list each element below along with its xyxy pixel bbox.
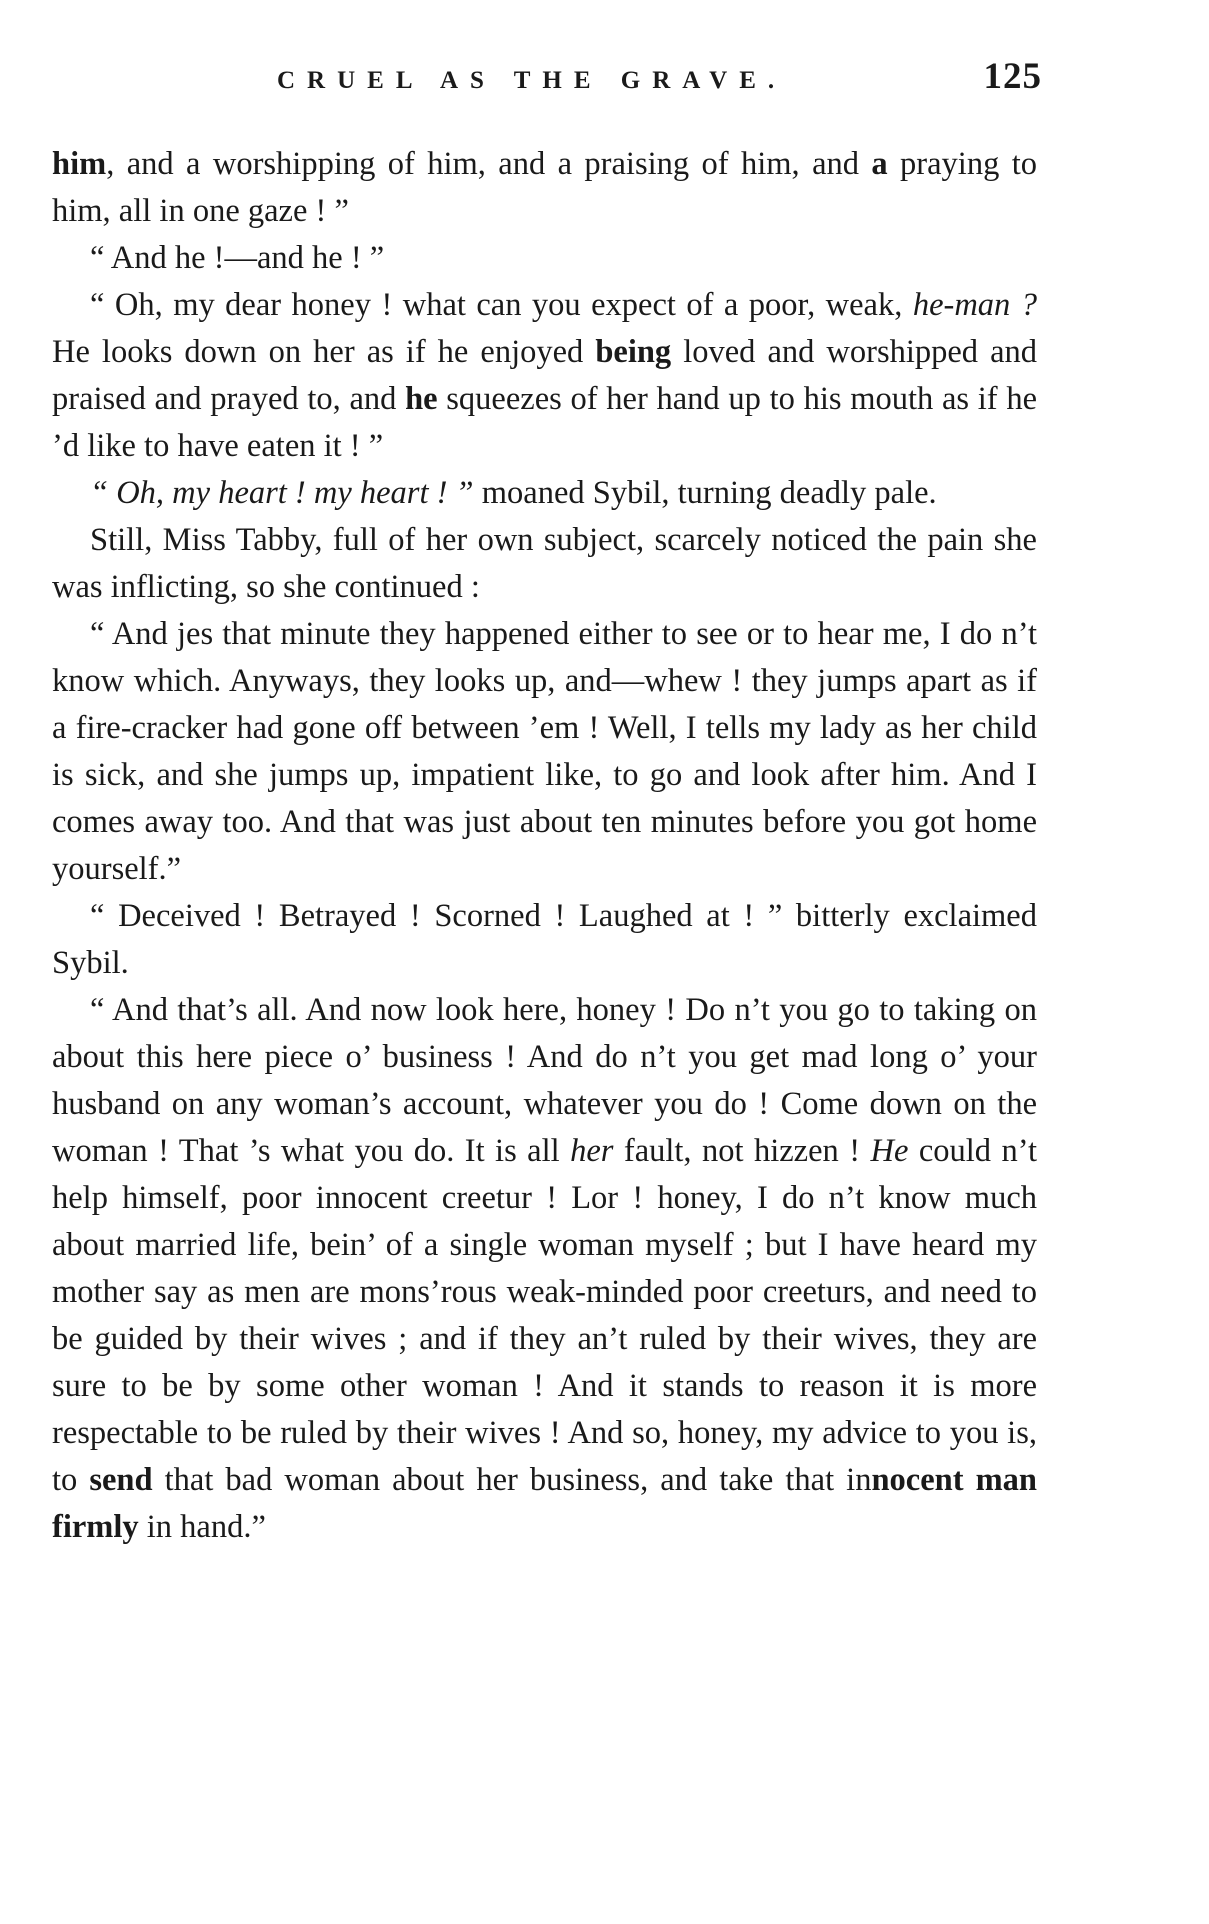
text-run: Still, Miss Tabby, full of her own subject, scarcely noticed the pain she was inflicting, so she continued : [52,522,1037,605]
page-number: 125 [983,56,1042,97]
text-run: “ And that’s all. And now look here, honey ! Do n’t you go to taking on about this here piece o’ business ! And do n’t you get mad long o’ your husband on any woman’s account, whatever you do ! Come down on the woman ! That ’s what you do. It is all [52,992,1037,1169]
running-head [52,55,1042,115]
book-page [52,55,1042,1551]
paragraph [52,893,1037,987]
text-run: “ And jes that minute they happened either to see or to hear me, I do n’t know which. Anyways, they looks up, and—whew ! they jumps apart as if a fire-cracker had gone off between ’em ! Well, I tells my lady as her child is sick, and she jumps up, impatient like, to go and look after him. And I comes away too. And that was just about ten minutes before you got home yourself.” [52,616,1037,887]
text-run: squeezes of her hand up to his mouth as if he ’d like to have eaten it ! ” [52,381,1037,464]
italic-text: he-man ? [912,287,1038,323]
paragraph [52,235,1037,282]
text-run: , and a worshipping of him, and a praising of him, and [106,146,872,182]
text-run: fault, not hizzen ! [613,1133,871,1169]
text-run: “ Deceived ! Betrayed ! Scorned ! Laughed at ! ” bitterly exclaimed Sybil. [52,898,1037,981]
body-text [52,141,1037,1551]
paragraph [52,282,1037,470]
text-run: praying to him, all in one gaze ! ” [52,146,1038,229]
text-run: that bad woman about her business, and take that in [152,1462,872,1498]
text-run: could n’t help himself, poor innocent creetur ! Lor ! honey, I do n’t know much about married life, bein’ of a single woman myself ; but I have heard my mother say as men are mons’rous weak-minded poor creeturs, and need to be guided by their wives ; and if they an’t ruled by their wives, they are sure to be by some other woman ! And it stands to reason it is more respectable to be ruled by their wives ! And so, honey, my advice to you is, to [52,1133,1037,1498]
bold-text: a [871,146,888,182]
text-run: moaned Sybil, turning deadly pale. [473,475,937,511]
paragraph [52,611,1037,893]
italic-text: “ Oh, my heart ! my heart ! ” [90,475,474,511]
italic-text: He [870,1133,909,1169]
paragraph [52,987,1037,1551]
text-run: “ And he !—and he ! ” [90,240,385,276]
paragraph [52,517,1037,611]
bold-text: nocent man firmly [52,1462,1037,1545]
text-run: He looks down on her as if he enjoyed [52,334,596,370]
italic-text: her [570,1133,614,1169]
bold-text: send [89,1462,153,1498]
bold-text: he [405,381,438,417]
bold-text: him [52,146,107,182]
text-run: “ Oh, my dear honey ! what can you expect of a poor, weak, [90,287,913,323]
paragraph [52,141,1037,235]
running-title: CRUEL AS THE GRAVE. [277,67,787,94]
paragraph [52,470,1037,517]
text-run: loved and worshipped and praised and prayed to, and [52,334,1037,417]
text-run: in hand.” [138,1509,266,1545]
bold-text: being [595,334,672,370]
